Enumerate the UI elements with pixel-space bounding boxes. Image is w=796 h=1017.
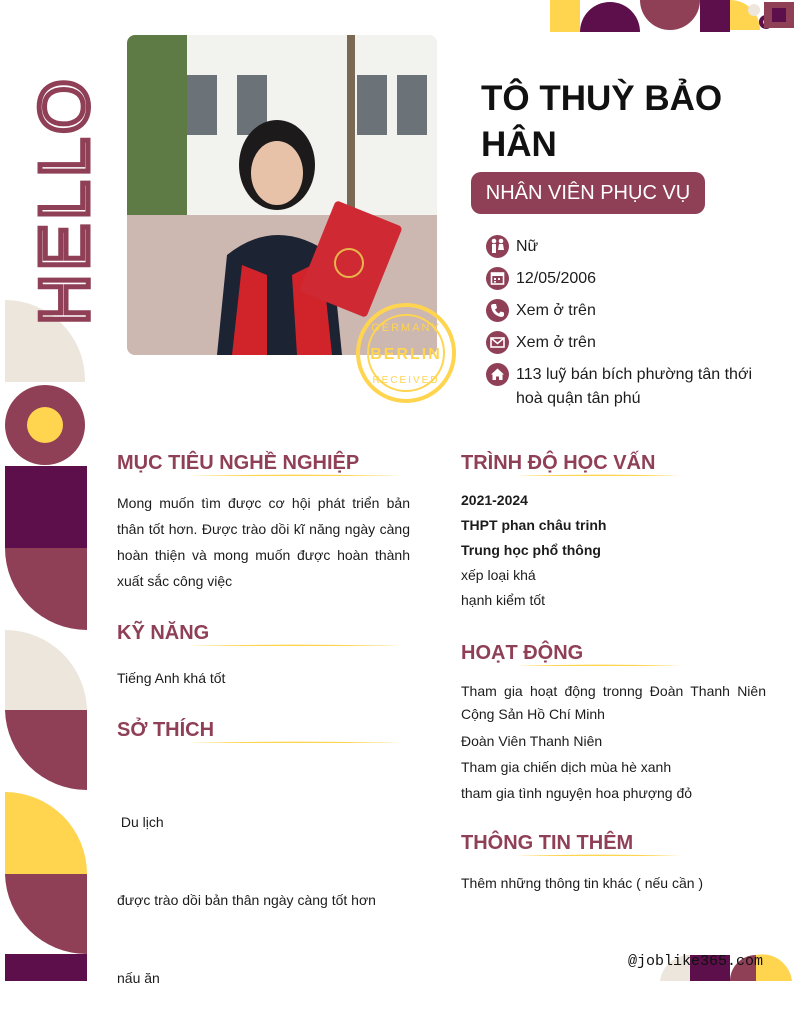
left-decoration — [5, 290, 87, 981]
education-school: THPT phan châu trinh — [461, 517, 607, 533]
hobby-item: nấu ăn — [117, 970, 160, 986]
activity-item: tham gia tình nguyện hoa phượng đỏ — [461, 785, 693, 801]
activity-item: Tham gia hoạt động tronng Đoàn Thanh Niên Cộng Sản Hồ Chí Minh — [461, 683, 766, 722]
education-years: 2021-2024 — [461, 492, 528, 508]
activities-list — [461, 680, 766, 806]
svg-text:GERMANY: GERMANY — [371, 322, 441, 334]
education-grade: xếp loại khá — [461, 567, 536, 583]
skills-title: KỸ NĂNG — [117, 622, 210, 644]
svg-text:BERLIN: BERLIN — [370, 346, 442, 363]
education-conduct: hạnh kiểm tốt — [461, 592, 546, 608]
email-icon — [486, 331, 509, 354]
gender-icon — [486, 235, 509, 258]
education-level: Trung học phổ thông — [461, 542, 601, 558]
activity-item: Tham gia chiến dịch mùa hè xanh — [461, 759, 672, 775]
gender-value: Nữ — [516, 238, 539, 255]
education-title: TRÌNH ĐỘ HỌC VẤN — [461, 452, 656, 474]
extra-info-underline — [461, 854, 689, 856]
skills-list — [117, 665, 410, 691]
hobby-item: được trào dồi bản thân ngày càng tốt hơn — [117, 892, 376, 908]
hello-vertical-text — [8, 60, 118, 325]
hobbies-underline — [117, 741, 409, 743]
home-icon — [486, 363, 509, 386]
activities-title: HOẠT ĐỘNG — [461, 642, 584, 664]
address-value: 113 luỹ bán bích phường tân thới hoà quận tân phú — [516, 366, 752, 407]
skills-underline — [117, 644, 409, 646]
education-details — [461, 488, 766, 613]
calendar-icon — [486, 267, 509, 290]
name-line-2: HÂN — [481, 125, 557, 164]
job-title-badge: NHÂN VIÊN PHỤC VỤ — [471, 172, 705, 214]
hobby-item: Du lịch — [117, 814, 164, 830]
svg-text:HELLO: HELLO — [25, 75, 103, 325]
top-decoration — [548, 0, 796, 32]
berlin-stamp — [354, 301, 458, 405]
dob-value: 12/05/2006 — [516, 270, 597, 287]
phone-icon — [486, 299, 509, 322]
objective-title: MỤC TIÊU NGHỀ NGHIỆP — [117, 452, 360, 474]
name-line-1: TÔ THUỲ BẢO — [481, 79, 723, 118]
watermark: @joblike365.com — [628, 953, 764, 970]
svg-text:RECEIVED: RECEIVED — [372, 375, 440, 386]
phone-value: Xem ở trên — [516, 302, 596, 319]
skill-item: Tiếng Anh khá tốt — [117, 670, 226, 686]
full-name — [481, 76, 771, 168]
hobbies-list — [117, 757, 410, 1017]
extra-info-text: Thêm những thông tin khác ( nếu cần ) — [461, 875, 704, 891]
objective-underline — [117, 474, 409, 476]
activities-underline — [461, 664, 689, 666]
extra-info-title: THÔNG TIN THÊM — [461, 832, 634, 854]
education-underline — [461, 474, 689, 476]
email-value: Xem ở trên — [516, 334, 596, 351]
objective-text: Mong muốn tìm được cơ hội phát triển bản thân tốt hơn. Được trào dồi kĩ năng ngày càng hoàn thiện và mong muốn được hoàn thành xuất sắc công việc — [117, 495, 410, 589]
hobbies-title: SỞ THÍCH — [117, 719, 215, 741]
activity-item: Đoàn Viên Thanh Niên — [461, 733, 603, 749]
